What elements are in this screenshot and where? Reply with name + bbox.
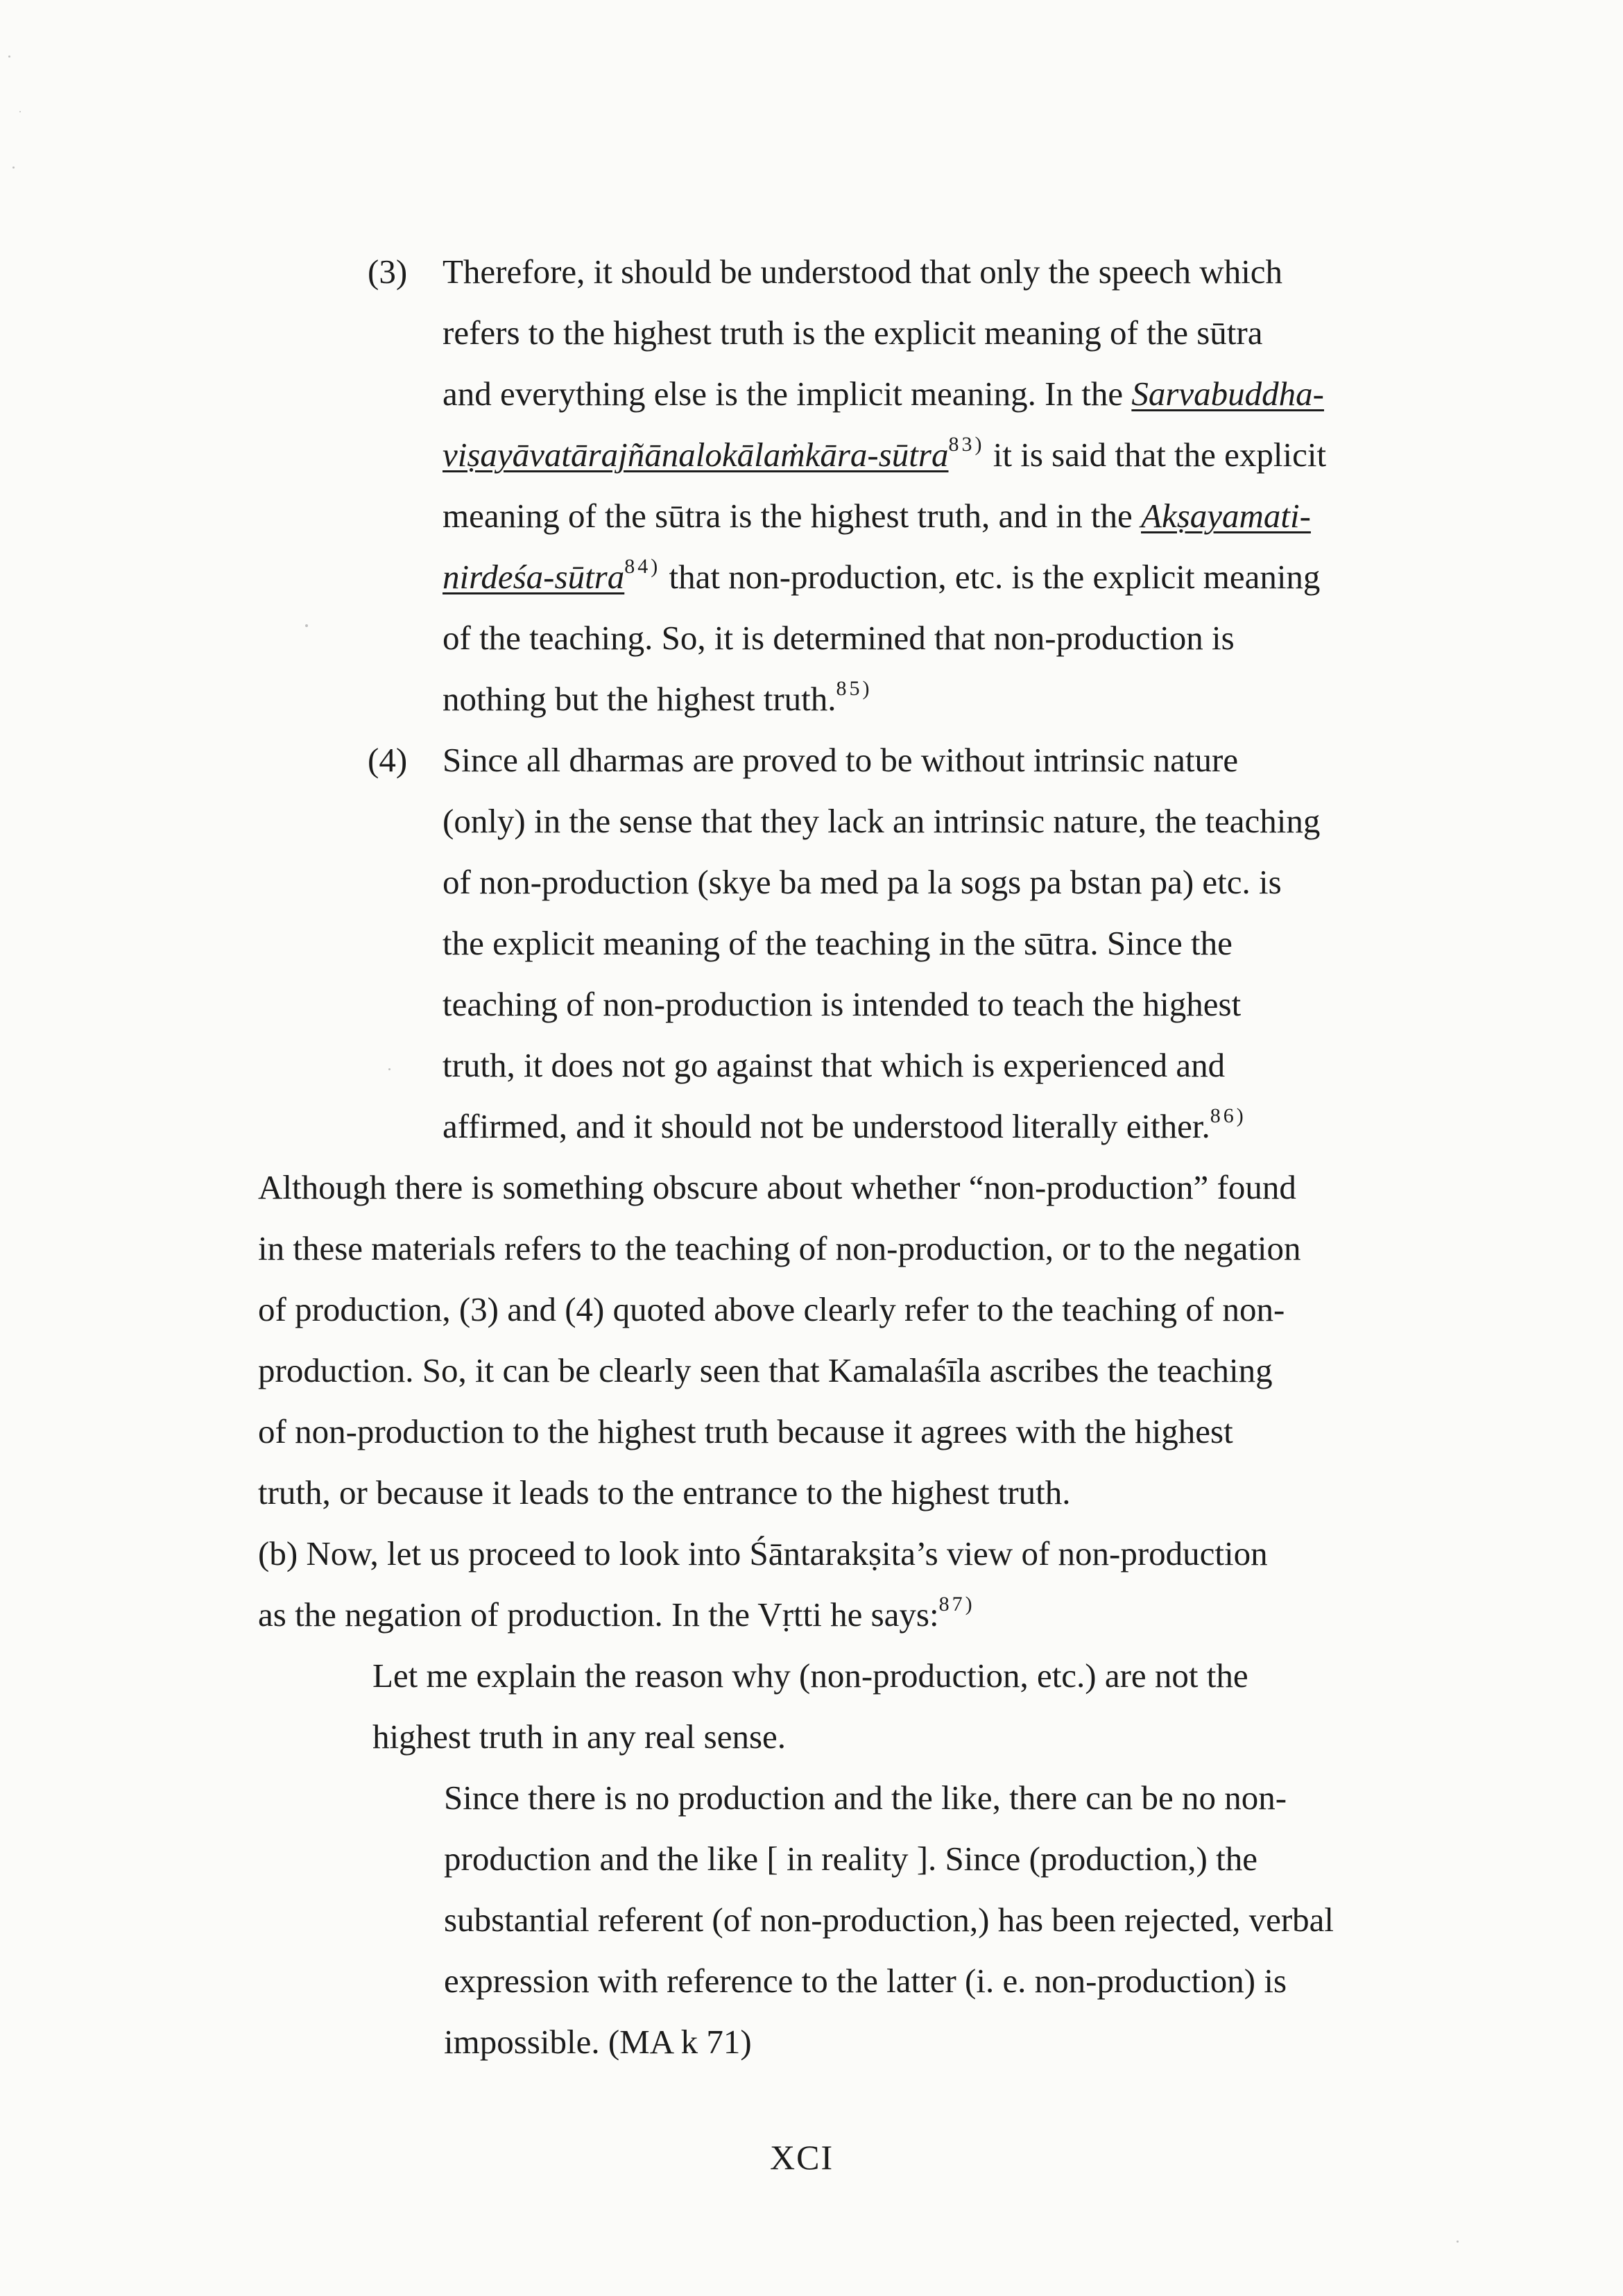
quote-line-2: highest truth in any real sense.: [372, 1717, 787, 1756]
body-line-8-text: as the negation of production. In the Vṛtti he says:: [258, 1595, 939, 1634]
item-3-line-1: Therefore, it should be understood that only the speech which: [443, 252, 1283, 291]
item-4-line-7-text: affirmed, and it should not be understood literally either.: [443, 1107, 1210, 1145]
footnote-ref-83: 83): [948, 433, 985, 456]
footnote-ref-85: 85): [836, 677, 873, 700]
item-4-line-7: [443, 1106, 1246, 1147]
item-3-line-8: [443, 678, 873, 720]
item-3-number: (3): [368, 252, 408, 291]
verse-line-3: substantial referent (of non-production,) has been rejected, verbal: [444, 1901, 1334, 1939]
body-line-7: (b) Now, let us proceed to look into Śāntarakṣita’s view of non-production: [258, 1534, 1268, 1573]
sutra-title-aksayamati-cont: nirdeśa-sūtra: [443, 558, 625, 596]
scan-speck: [8, 55, 10, 58]
item-3-line-5: [443, 495, 1311, 537]
body-line-3: of production, (3) and (4) quoted above clearly refer to the teaching of non-: [258, 1290, 1285, 1328]
sutra-title-sarvabuddha-cont: viṣayāvatārajñānalokālaṁkāra-sūtra: [443, 436, 949, 474]
item-3-line-5-text: meaning of the sūtra is the highest truth, and in the: [443, 497, 1142, 535]
footnote-ref-87: 87): [938, 1593, 975, 1616]
item-3-line-3: [443, 373, 1324, 415]
scan-speck: [12, 166, 15, 169]
page-number: XCI: [770, 2138, 834, 2177]
verse-line-1: Since there is no production and the like, there can be no non-: [444, 1779, 1287, 1817]
body-line-1: Although there is something obscure about whether “non-production” found: [258, 1168, 1296, 1206]
item-3-line-4: [443, 434, 1326, 476]
body-line-8: [258, 1594, 975, 1636]
item-4-line-5: teaching of non-production is intended to teach the highest: [443, 985, 1242, 1023]
item-3-line-2: refers to the highest truth is the explicit meaning of the sūtra: [443, 314, 1263, 352]
footnote-ref-84: 84): [624, 555, 661, 578]
verse-line-2: production and the like [ in reality ]. Since (production,) the: [444, 1840, 1257, 1878]
item-3-line-6: [443, 556, 1320, 598]
scan-speck: [305, 624, 308, 627]
item-4-line-3: of non-production (skye ba med pa la sogs pa bstan pa) etc. is: [443, 863, 1282, 901]
footnote-ref-86: 86): [1210, 1104, 1246, 1127]
item-4-line-1: Since all dharmas are proved to be without intrinsic nature: [443, 741, 1239, 779]
body-line-6: truth, or because it leads to the entrance to the highest truth.: [258, 1473, 1071, 1511]
item-4-line-4: the explicit meaning of the teaching in the sūtra. Since the: [443, 924, 1233, 962]
sutra-title-sarvabuddha: Sarvabuddha-: [1131, 375, 1324, 413]
body-line-2: in these materials refers to the teaching of non-production, or to the negation: [258, 1229, 1301, 1267]
item-3-line-4-text: it is said that the explicit: [984, 436, 1327, 474]
item-4-line-6: truth, it does not go against that which is experienced and: [443, 1046, 1226, 1084]
scan-speck: [19, 111, 21, 112]
body-line-5: of non-production to the highest truth because it agrees with the highest: [258, 1412, 1233, 1450]
item-3-line-7: of the teaching. So, it is determined that non-production is: [443, 619, 1235, 657]
quote-line-1: Let me explain the reason why (non-production, etc.) are not the: [372, 1656, 1248, 1695]
verse-line-5: impossible. (MA k 71): [444, 2023, 752, 2061]
item-4-number: (4): [368, 741, 408, 779]
verse-line-4: expression with reference to the latter (i. e. non-production) is: [444, 1962, 1287, 2000]
scan-speck: [388, 1068, 390, 1070]
item-3-line-8-text: nothing but the highest truth.: [443, 680, 836, 718]
item-3-line-6-text: that non-production, etc. is the explicit meaning: [660, 558, 1321, 596]
item-3-line-3-text: and everything else is the implicit meaning. In the: [443, 375, 1132, 413]
body-line-4: production. So, it can be clearly seen that Kamalaśīla ascribes the teaching: [258, 1351, 1273, 1389]
sutra-title-aksayamati: Akṣayamati-: [1141, 497, 1311, 535]
scan-speck: [1457, 2241, 1459, 2243]
item-4-line-2: (only) in the sense that they lack an intrinsic nature, the teaching: [443, 802, 1321, 840]
